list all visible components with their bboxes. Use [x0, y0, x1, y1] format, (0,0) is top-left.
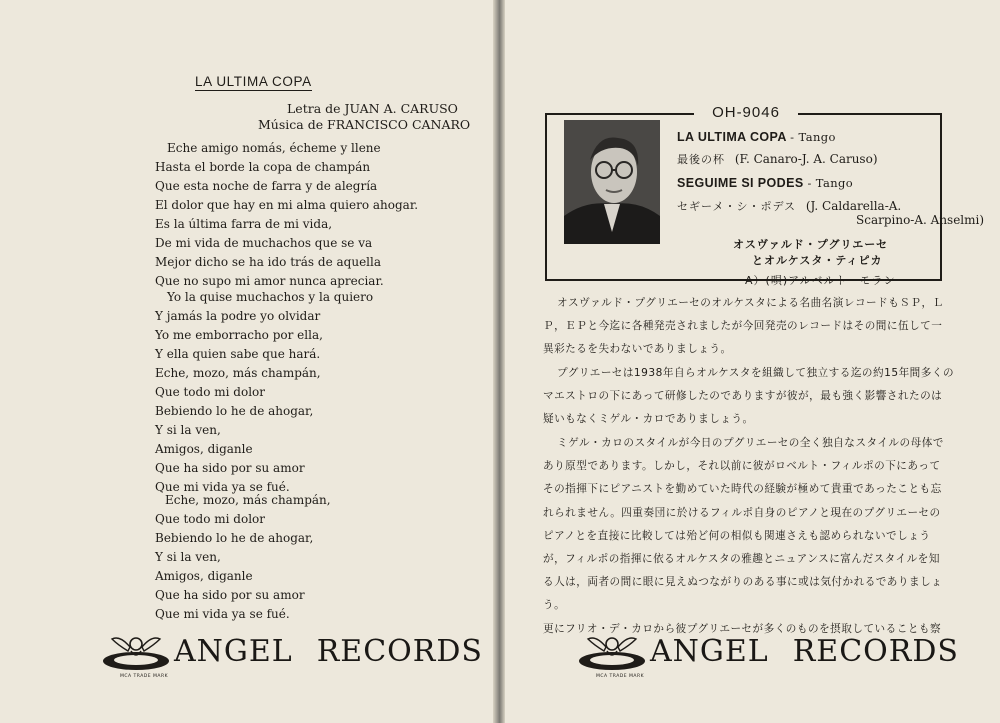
logo-word-angel: ANGEL [174, 633, 293, 669]
lyric-line: Que ha sido por su amor [155, 461, 305, 475]
lyric-line: Que esta noche de farra y de alegría [155, 179, 378, 193]
lyric-line: Que todo mi dolor [155, 512, 265, 526]
lyric-line: Amigos, diganle [155, 569, 253, 583]
lyric-line: Es la última farra de mi vida, [155, 217, 333, 231]
artist-name-2: とオルケスタ・ティピカ [752, 254, 883, 267]
lyric-line: Que no supo mi amor nunca apreciar. [155, 274, 384, 288]
lyric-line: Hasta el borde la copa de champán [155, 160, 371, 174]
liner-note-line: れられません。四重奏団に於けるフィルポ自身のピアノと現在のプグリエーセの [543, 507, 941, 519]
liner-note-line: う。 [543, 599, 566, 611]
liner-note-line: その指揮下にピアニストを勤めていた時代の経験が極めて貴重であったことも忘 [543, 483, 942, 495]
lyric-line: Que todo mi dolor [155, 385, 265, 399]
track2-credits-2: Scarpino-A. Anselmi) [856, 213, 985, 227]
angel-records-logo-right [576, 625, 959, 677]
trademark-small-right: MCA TRADE MARK [596, 674, 645, 679]
lyric-line: El dolor que hay en mi alma quiero ahogar. [155, 198, 419, 212]
liner-note-line: プグリエーセは1938年自らオルケスタを組織して独立する迄の約15年間多くの [557, 367, 955, 379]
lyric-line: Y si la ven, [155, 423, 221, 437]
track2-genre: - Tango [807, 176, 854, 190]
liner-note-line: ミゲル・カロのスタイルが今日のプグリエーセの全く独自なスタイルの母体で [557, 437, 944, 449]
vocalist: A）(唄)アルベルト・モラン [745, 274, 896, 287]
lyric-line: Y si la ven, [155, 550, 221, 564]
lyricist-credit: Letra de JUAN A. CARUSO [287, 101, 458, 116]
track2-jp-title: セギーメ・シ・ポデス [677, 200, 797, 213]
track1-title: LA ULTIMA COPA [677, 130, 787, 144]
liner-note-line: あり原型であります。しかし，それ以前に彼がロベルト・フィルポの下にあって [543, 460, 941, 472]
liner-note-line: 更にフリオ・デ・カロから彼プグリエーセが多くのものを摂取していることも察 [543, 623, 942, 635]
lyric-line: De mi vida de muchachos que se va [155, 236, 373, 250]
lyric-line: Eche amigo nomás, écheme y llene [167, 141, 381, 155]
page-gutter [493, 0, 505, 723]
liner-note-line: が，フィルポの指揮に依るオルケスタの雅趣とニュアンスに富んだスタイルを知 [543, 553, 940, 565]
track2-credits-1: (J. Caldarella-A. [805, 199, 902, 213]
lyric-line: Y ella quien sabe que hará. [155, 347, 321, 361]
logo-word-records: RECORDS [316, 633, 483, 669]
lyric-line: Que ha sido por su amor [155, 588, 305, 602]
logo-word-records: RECORDS [792, 633, 959, 669]
lyric-line: Y jamás la podre yo olvidar [155, 309, 321, 323]
lyric-line: Mejor dicho se ha ido trás de aquella [155, 255, 382, 269]
angel-records-logo-left [100, 625, 483, 677]
angel-icon [576, 625, 648, 677]
liner-note-line: オスヴァルド・プグリエーセのオルケスタによる名曲名演レコードもＳＰ，Ｌ [557, 297, 944, 309]
artist-photo [564, 120, 660, 244]
lyric-line: Yo la quise muchachos y la quiero [167, 290, 374, 304]
liner-note-line: Ｐ，ＥＰと今迄に各種発売されましたが今回発売のレコードはその間に伍して一 [543, 320, 943, 332]
composer-credit: Música de FRANCISCO CANARO [258, 117, 471, 132]
lyric-line: Bebiendo lo he de ahogar, [155, 531, 314, 545]
lyric-line: Bebiendo lo he de ahogar, [155, 404, 314, 418]
lyric-line: Amigos, diganle [155, 442, 253, 456]
lyric-line: Yo me emborracho por ella, [155, 328, 323, 342]
lyric-line: Eche, mozo, más champán, [165, 493, 331, 507]
liner-note-line: ピアノとを直接に比較しては殆ど何の相似も関連さえも認められないでしょう [543, 530, 931, 542]
track1-jp-title: 最後の杯 [677, 153, 725, 166]
angel-icon [100, 625, 172, 677]
liner-note-line: 異彩たるを失わないでありましょう。 [543, 343, 732, 355]
trademark-small-left: MCA TRADE MARK [120, 674, 169, 679]
lyric-line: Que mi vida ya se fué. [155, 607, 290, 621]
liner-note-line: マエストロの下にあって研修したのでありますが彼が，最も強く影響されたのは [543, 390, 943, 402]
liner-note-line: る人は，両者の間に眼に見えぬつながりのある事に或は気付かれるでありましょ [543, 576, 943, 588]
track1-genre: - Tango [790, 130, 836, 144]
lyric-line: Que mi vida ya se fué. [155, 480, 290, 494]
liner-note-line: 疑いもなくミゲル・カロでありましょう。 [543, 413, 754, 425]
track1-credits: (F. Canaro-J. A. Caruso) [734, 152, 878, 166]
artist-name-1: オスヴァルド・プグリエーセ [733, 238, 889, 251]
lyric-line: Eche, mozo, más champán, [155, 366, 321, 380]
track2-title: SEGUIME SI PODES [677, 176, 804, 190]
song-title: LA ULTIMA COPA [195, 74, 312, 89]
catalog-number: OH-9046 [712, 104, 780, 121]
logo-word-angel: ANGEL [650, 633, 769, 669]
